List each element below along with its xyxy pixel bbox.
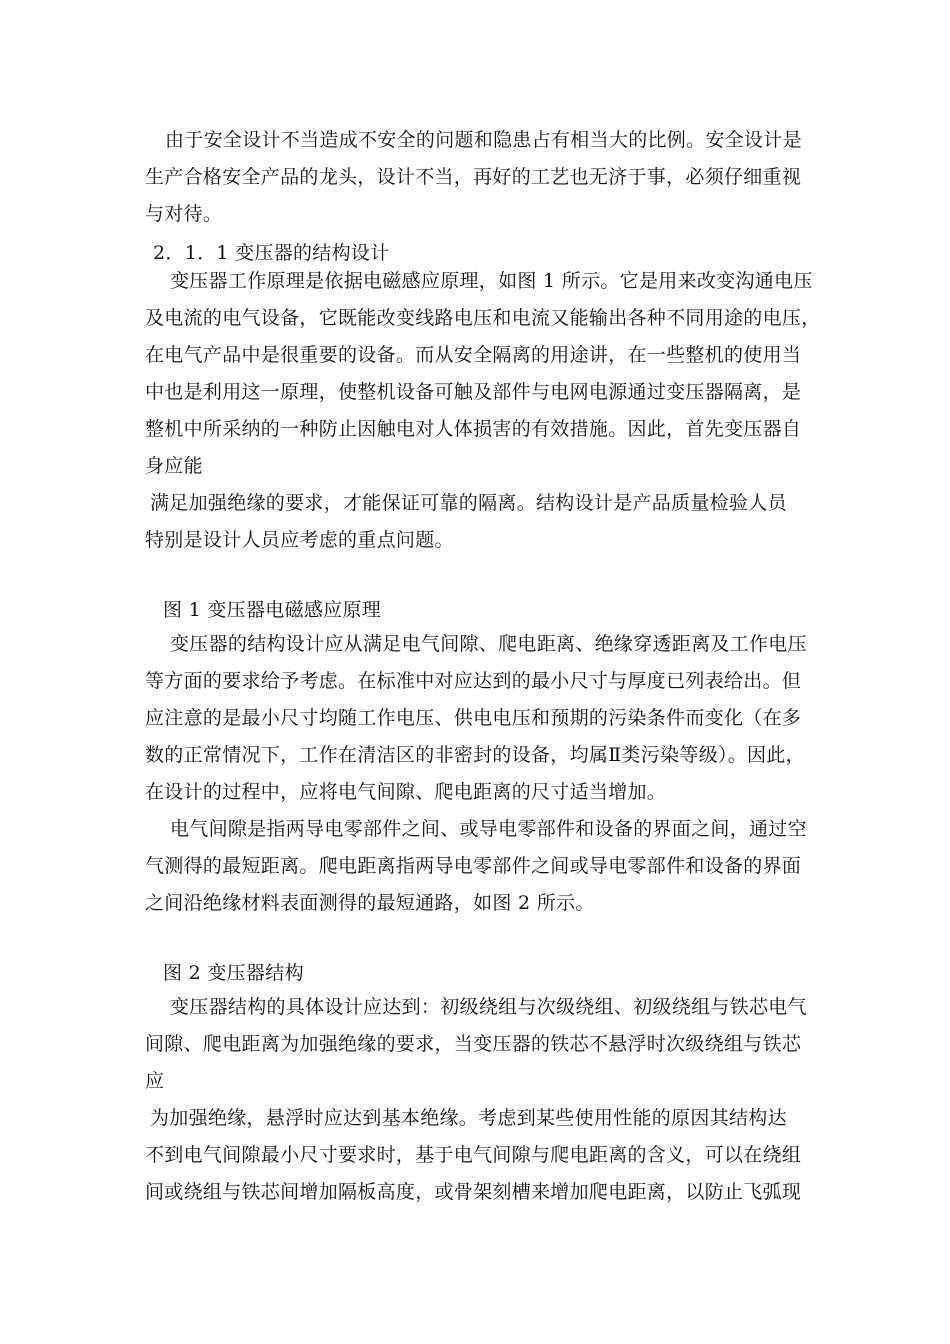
paragraph-clearance-line-3: 之间沿绝缘材料表面测得的最短通路，如图 2 所示。 bbox=[145, 892, 595, 914]
paragraph-design-line-2: 等方面的要求给予考虑。在标准中对应达到的最小尺寸与厚度已列表给出。但 bbox=[145, 670, 802, 692]
paragraph-intro-line-1: 由于安全设计不当造成不安全的问题和隐患占有相当大的比例。安全设计是 bbox=[165, 129, 802, 151]
paragraph-insulation-line-2: 特别是设计人员应考虑的重点问题。 bbox=[145, 529, 454, 551]
paragraph-design-line-3: 应注意的是最小尺寸均随工作电压、供电电压和预期的污染条件而变化（在多 bbox=[145, 707, 802, 729]
paragraph-principle-line-4: 中也是利用这一原理，使整机设备可触及部件与电网电源通过变压器隔离，是 bbox=[145, 381, 802, 403]
paragraph-reinforce-line-1: 为加强绝缘，悬浮时应达到基本绝缘。考虑到某些使用性能的原因其结构达 bbox=[150, 1107, 787, 1129]
paragraph-reinforce-line-3: 间或绕组与铁芯间增加隔板高度，或骨架刻槽来增加爬电距离，以防止飞弧现 bbox=[145, 1181, 802, 1203]
figure-2-caption: 图 2 变压器结构 bbox=[163, 962, 304, 984]
paragraph-structure-line-1: 变压器结构的具体设计应达到：初级绕组与次级绕组、初级绕组与铁芯电气 bbox=[170, 996, 807, 1018]
section-heading: 2．1．1 变压器的结构设计 bbox=[153, 242, 390, 264]
paragraph-structure-line-3: 应 bbox=[145, 1070, 165, 1092]
paragraph-intro-line-2: 生产合格安全产品的龙头，设计不当，再好的工艺也无济于事，必须仔细重视 bbox=[145, 166, 802, 188]
paragraph-principle-line-5: 整机中所采纳的一种防止因触电对人体损害的有效措施。因此，首先变压器自 bbox=[145, 418, 802, 440]
paragraph-principle-line-6: 身应能 bbox=[145, 455, 203, 477]
paragraph-clearance-line-2: 气测得的最短距离。爬电距离指两导电零部件之间或导电零部件和设备的界面 bbox=[145, 855, 802, 877]
paragraph-design-line-5: 在设计的过程中，应将电气间隙、爬电距离的尺寸适当增加。 bbox=[145, 781, 667, 803]
paragraph-principle-line-2: 及电流的电气设备，它既能改变线路电压和电流又能输出各种不同用途的电压， bbox=[145, 307, 821, 329]
paragraph-principle-line-3: 在电气产品中是很重要的设备。而从安全隔离的用途讲，在一些整机的使用当 bbox=[145, 344, 802, 366]
paragraph-design-line-4: 数的正常情况下，工作在清洁区的非密封的设备，均属Ⅱ类污染等级）。因此， bbox=[145, 744, 805, 766]
paragraph-reinforce-line-2: 不到电气间隙最小尺寸要求时，基于电气间隙与爬电距离的含义，可以在绕组 bbox=[145, 1144, 802, 1166]
paragraph-principle-line-1: 变压器工作原理是依据电磁感应原理，如图 1 所示。它是用来改变沟通电压 bbox=[170, 270, 813, 292]
paragraph-clearance-line-1: 电气间隙是指两导电零部件之间、或导电零部件和设备的界面之间，通过空 bbox=[170, 818, 807, 840]
paragraph-insulation-line-1: 满足加强绝缘的要求，才能保证可靠的隔离。结构设计是产品质量检验人员 bbox=[150, 492, 787, 514]
paragraph-design-line-1: 变压器的结构设计应从满足电气间隙、爬电距离、绝缘穿透距离及工作电压 bbox=[170, 633, 807, 655]
paragraph-intro-line-3: 与对待。 bbox=[145, 203, 223, 225]
figure-1-caption: 图 1 变压器电磁感应原理 bbox=[163, 599, 382, 621]
paragraph-structure-line-2: 间隙、爬电距离为加强绝缘的要求，当变压器的铁芯不悬浮时次级绕组与铁芯 bbox=[145, 1033, 802, 1055]
